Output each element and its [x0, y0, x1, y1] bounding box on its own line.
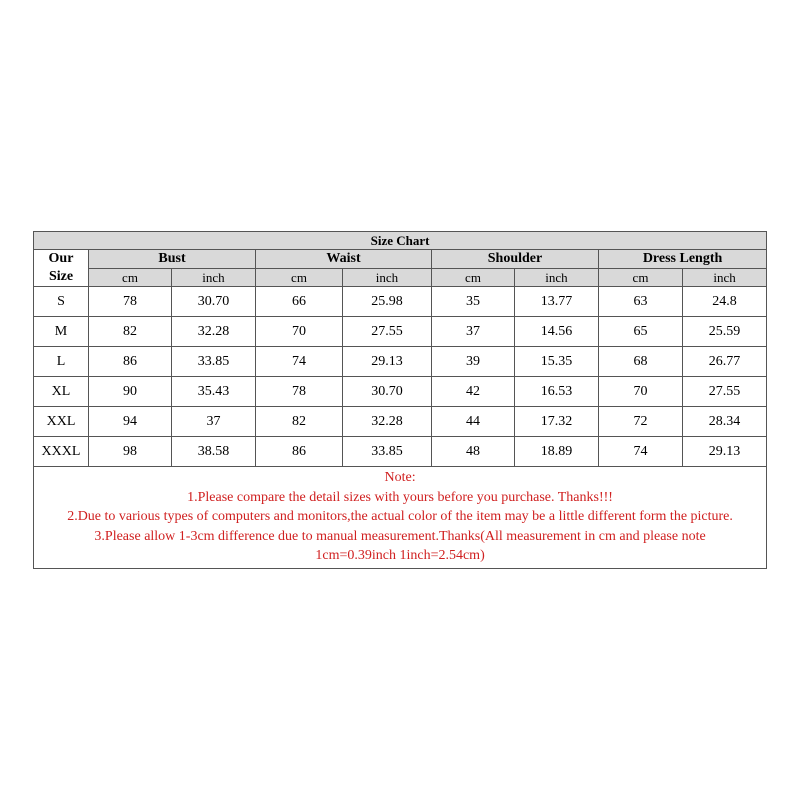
note-heading: Note:	[384, 470, 416, 485]
size-cell: XXL	[34, 407, 89, 437]
size-chart-table	[33, 231, 767, 569]
waist-inch-cell: 30.70	[343, 377, 432, 407]
shoulder-cm-cell: 42	[432, 377, 515, 407]
notes-block	[34, 467, 767, 569]
shoulder-inch-cell: 17.32	[515, 407, 599, 437]
size-column-header	[34, 250, 89, 287]
bust-inch-cell: 38.58	[172, 437, 256, 467]
unit-header-cm: cm	[599, 268, 683, 287]
waist-inch-cell: 32.28	[343, 407, 432, 437]
dress-length-cm-cell: 70	[599, 377, 683, 407]
unit-header-inch: inch	[343, 268, 432, 287]
shoulder-inch-cell: 14.56	[515, 317, 599, 347]
bust-cm-cell: 86	[89, 347, 172, 377]
note-line-1: 1.Please compare the detail sizes with yours before you purchase. Thanks!!!	[187, 489, 613, 505]
waist-inch-cell: 25.98	[343, 287, 432, 317]
unit-header-cm: cm	[89, 268, 172, 287]
bust-cm-cell: 82	[89, 317, 172, 347]
shoulder-cm-cell: 35	[432, 287, 515, 317]
waist-cm-cell: 78	[256, 377, 343, 407]
group-header-dress-length: Dress Length	[599, 250, 767, 269]
shoulder-cm-cell: 44	[432, 407, 515, 437]
title-row	[34, 232, 767, 250]
unit-header-inch: inch	[172, 268, 256, 287]
size-cell: S	[34, 287, 89, 317]
bust-inch-cell: 33.85	[172, 347, 256, 377]
unit-header-cm: cm	[432, 268, 515, 287]
bust-inch-cell: 35.43	[172, 377, 256, 407]
table-row	[34, 407, 767, 437]
shoulder-cm-cell: 48	[432, 437, 515, 467]
shoulder-inch-cell: 16.53	[515, 377, 599, 407]
table-row	[34, 437, 767, 467]
size-cell: XXXL	[34, 437, 89, 467]
dress-length-cm-cell: 65	[599, 317, 683, 347]
size-cell: XL	[34, 377, 89, 407]
note-line-2: 2.Due to various types of computers and monitors,the actual color of the item may be a little different form the picture.	[67, 509, 733, 524]
dress-length-inch-cell: 24.8	[683, 287, 767, 317]
group-header-bust: Bust	[89, 250, 256, 269]
bust-cm-cell: 78	[89, 287, 172, 317]
waist-inch-cell: 29.13	[343, 347, 432, 377]
waist-cm-cell: 66	[256, 287, 343, 317]
shoulder-cm-cell: 37	[432, 317, 515, 347]
waist-cm-cell: 74	[256, 347, 343, 377]
dress-length-cm-cell: 68	[599, 347, 683, 377]
size-cell: L	[34, 347, 89, 377]
bust-inch-cell: 32.28	[172, 317, 256, 347]
chart-title: Size Chart	[34, 232, 767, 250]
table-row	[34, 377, 767, 407]
unit-header-cm: cm	[256, 268, 343, 287]
group-header-shoulder: Shoulder	[432, 250, 599, 269]
unit-header-inch: inch	[683, 268, 767, 287]
table-row	[34, 347, 767, 377]
bust-cm-cell: 94	[89, 407, 172, 437]
dress-length-inch-cell: 29.13	[683, 437, 767, 467]
note-line-4: 1cm=0.39inch 1inch=2.54cm)	[315, 548, 485, 563]
unit-header-row	[34, 268, 767, 287]
notes-row	[34, 467, 767, 569]
shoulder-inch-cell: 18.89	[515, 437, 599, 467]
bust-inch-cell: 37	[172, 407, 256, 437]
shoulder-cm-cell: 39	[432, 347, 515, 377]
table-row	[34, 287, 767, 317]
dress-length-inch-cell: 25.59	[683, 317, 767, 347]
bust-inch-cell: 30.70	[172, 287, 256, 317]
size-cell: M	[34, 317, 89, 347]
dress-length-inch-cell: 28.34	[683, 407, 767, 437]
table-row	[34, 317, 767, 347]
dress-length-cm-cell: 63	[599, 287, 683, 317]
waist-cm-cell: 82	[256, 407, 343, 437]
group-header-waist: Waist	[256, 250, 432, 269]
waist-inch-cell: 33.85	[343, 437, 432, 467]
waist-cm-cell: 70	[256, 317, 343, 347]
shoulder-inch-cell: 13.77	[515, 287, 599, 317]
waist-inch-cell: 27.55	[343, 317, 432, 347]
bust-cm-cell: 98	[89, 437, 172, 467]
size-header-line-1: Our	[48, 251, 74, 266]
dress-length-inch-cell: 26.77	[683, 347, 767, 377]
note-line-3: 3.Please allow 1-3cm difference due to manual measurement.Thanks(All measurement in cm and please note	[94, 528, 706, 544]
dress-length-inch-cell: 27.55	[683, 377, 767, 407]
bust-cm-cell: 90	[89, 377, 172, 407]
shoulder-inch-cell: 15.35	[515, 347, 599, 377]
waist-cm-cell: 86	[256, 437, 343, 467]
group-header-row	[34, 250, 767, 269]
dress-length-cm-cell: 74	[599, 437, 683, 467]
unit-header-inch: inch	[515, 268, 599, 287]
dress-length-cm-cell: 72	[599, 407, 683, 437]
size-header-line-2: Size	[48, 269, 74, 284]
